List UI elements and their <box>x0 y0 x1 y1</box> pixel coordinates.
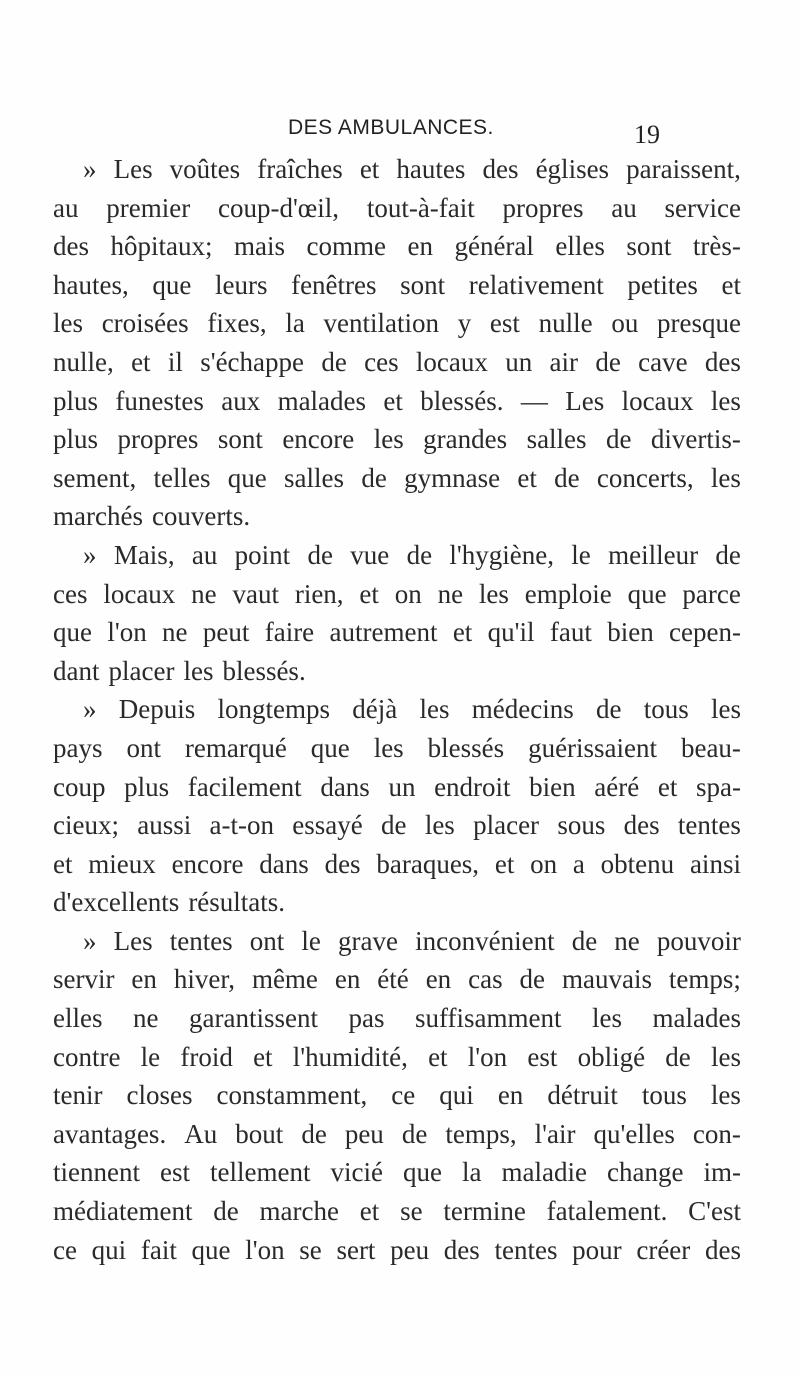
text-line: avantages. Au bout de peu de temps, l'air qu'elles con- <box>53 1118 741 1149</box>
text-line: d'excellents résultats. <box>53 887 286 918</box>
text-line: servir en hiver, même en été en cas de mauvais temps; <box>53 964 741 995</box>
running-head-title: DES AMBULANCES. <box>288 116 494 139</box>
text-line: » Les tentes ont le grave inconvénient de ne pouvoir <box>83 925 741 956</box>
page-number: 19 <box>634 120 660 149</box>
text-line: sement, telles que salles de gymnase et de concerts, les <box>53 462 741 493</box>
text-line: plus funestes aux malades et blessés. — Les locaux les <box>53 385 741 416</box>
text-line: que l'on ne peut faire autrement et qu'il faut bien cepen- <box>53 617 741 648</box>
text-line: au premier coup-d'œil, tout-à-fait propres au service <box>53 192 741 223</box>
text-line: elles ne garantissent pas suffisamment les malades <box>53 1003 741 1034</box>
text-line: ces locaux ne vaut rien, et on ne les emploie que parce <box>53 578 741 609</box>
text-line: pays ont remarqué que les blessés guérissaient beau- <box>53 732 741 763</box>
text-line: les croisées fixes, la ventilation y est nulle ou presque <box>53 308 741 339</box>
text-line: » Les voûtes fraîches et hautes des églises paraissent, <box>83 154 741 184</box>
text-line: plus propres sont encore les grandes salles de divertis- <box>53 424 741 455</box>
text-line: nulle, et il s'échappe de ces locaux un air de cave des <box>53 346 741 377</box>
body-text <box>53 150 741 1269</box>
text-line: médiatement de marche et se termine fatalement. C'est <box>53 1196 741 1227</box>
text-line: marchés couverts. <box>53 501 251 532</box>
text-line: et mieux encore dans des baraques, et on a obtenu ainsi <box>53 848 741 879</box>
text-line: coup plus facilement dans un endroit bien aéré et spa- <box>53 771 741 802</box>
text-line: » Depuis longtemps déjà les médecins de tous les <box>83 694 741 725</box>
text-line: contre le froid et l'humidité, et l'on est obligé de les <box>53 1041 741 1072</box>
running-head <box>200 116 660 149</box>
text-line: hautes, que leurs fenêtres sont relativement petites et <box>53 269 741 300</box>
text-line: tenir closes constamment, ce qui en détruit tous les <box>53 1080 741 1111</box>
text-line: tiennent est tellement vicié que la maladie change im- <box>53 1157 741 1188</box>
text-line: cieux; aussi a-t-on essayé de les placer sous des tentes <box>53 810 741 841</box>
text-line: des hôpitaux; mais comme en général elles sont très- <box>53 231 741 262</box>
text-line: » Mais, au point de vue de l'hygiène, le meilleur de <box>83 539 741 570</box>
text-line: ce qui fait que l'on se sert peu des tentes pour créer des <box>53 1234 741 1265</box>
text-line: dant placer les blessés. <box>53 655 306 686</box>
